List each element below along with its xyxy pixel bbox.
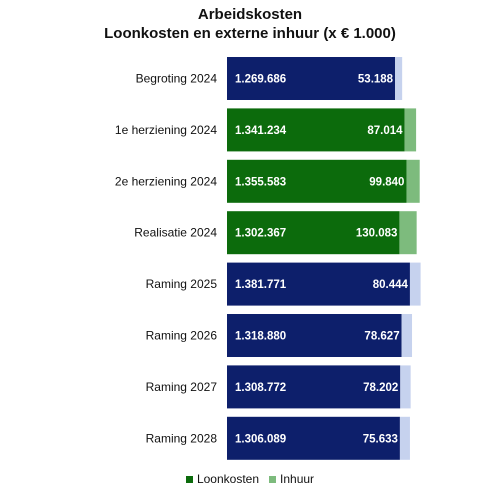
category-label-raming-2028: Raming 2028 <box>145 431 217 446</box>
value-label-loonkosten-raming-2026: 1.318.880 <box>235 330 287 343</box>
value-label-inhuur-2e-herziening-2024: 99.840 <box>369 176 405 189</box>
category-label-1e-herziening-2024: 1e herziening 2024 <box>114 122 217 137</box>
value-label-inhuur-1e-herziening-2024: 87.014 <box>367 124 403 137</box>
chart-title: Arbeidskosten <box>197 6 303 23</box>
legend-item-loonkosten <box>186 472 259 486</box>
legend <box>0 472 500 486</box>
value-label-loonkosten-realisatie-2024: 1.302.367 <box>235 227 287 240</box>
bar-inhuur-raming-2027 <box>400 365 410 408</box>
legend-item-inhuur <box>269 472 314 486</box>
category-label-realisatie-2024: Realisatie 2024 <box>134 225 217 240</box>
value-label-inhuur-raming-2025: 80.444 <box>372 279 408 292</box>
bar-inhuur-raming-2025 <box>410 263 421 306</box>
bar-inhuur-raming-2028 <box>400 417 410 460</box>
category-label-raming-2025: Raming 2025 <box>145 277 217 292</box>
bar-inhuur-1e-herziening-2024 <box>405 108 417 151</box>
legend-swatch-loonkosten <box>186 476 193 483</box>
bar-inhuur-2e-herziening-2024 <box>406 160 419 203</box>
value-label-inhuur-raming-2027: 78.202 <box>363 381 399 394</box>
category-label-raming-2027: Raming 2027 <box>145 379 217 394</box>
bar-inhuur-raming-2026 <box>402 314 412 357</box>
category-label-raming-2026: Raming 2026 <box>145 328 217 343</box>
category-label-begroting-2024: Begroting 2024 <box>135 71 217 86</box>
value-label-loonkosten-2e-herziening-2024: 1.355.583 <box>235 176 287 189</box>
value-label-loonkosten-raming-2027: 1.308.772 <box>235 381 287 394</box>
value-label-loonkosten-raming-2028: 1.306.089 <box>235 433 287 446</box>
legend-swatch-inhuur <box>269 476 276 483</box>
legend-label-inhuur: Inhuur <box>280 472 315 486</box>
value-label-inhuur-realisatie-2024: 130.083 <box>355 227 398 240</box>
value-label-loonkosten-1e-herziening-2024: 1.341.234 <box>235 124 287 137</box>
value-label-inhuur-raming-2028: 75.633 <box>362 433 398 446</box>
value-label-inhuur-begroting-2024: 53.188 <box>357 73 394 86</box>
chart-subtitle: Loonkosten en externe inhuur (x € 1.000) <box>104 25 396 42</box>
bar-inhuur-begroting-2024 <box>395 57 402 100</box>
legend-label-loonkosten: Loonkosten <box>196 472 260 486</box>
bar-inhuur-realisatie-2024 <box>399 211 416 254</box>
category-label-2e-herziening-2024: 2e herziening 2024 <box>114 174 217 189</box>
value-label-loonkosten-raming-2025: 1.381.771 <box>235 279 287 292</box>
value-label-inhuur-raming-2026: 78.627 <box>364 330 400 343</box>
value-label-loonkosten-begroting-2024: 1.269.686 <box>235 73 287 86</box>
